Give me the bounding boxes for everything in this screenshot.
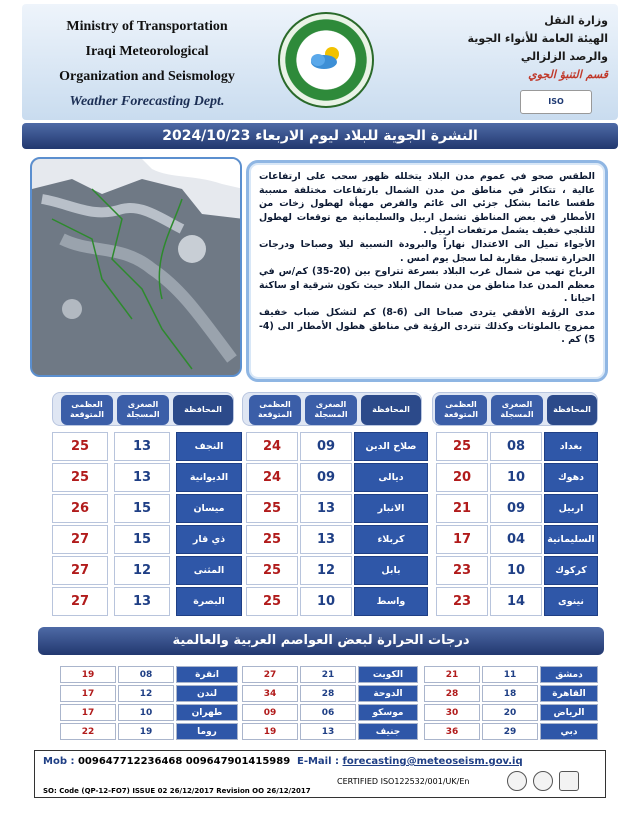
max-temp: 27 xyxy=(52,587,108,616)
capital-min-temp: 18 xyxy=(482,685,538,702)
min-temp: 08 xyxy=(490,432,542,461)
header-arabic xyxy=(428,12,608,84)
min-temp: 10 xyxy=(490,556,542,585)
capital-name: موسكو xyxy=(358,704,418,721)
header xyxy=(22,4,618,120)
city-name: واسط xyxy=(354,587,428,616)
mobile-label: Mob : xyxy=(43,756,75,767)
organization-name-en-1: Iraqi Meteorological xyxy=(85,44,209,59)
max-temp: 27 xyxy=(52,525,108,554)
min-temp: 10 xyxy=(490,463,542,492)
header-max-expected: العظمى المتوقعة xyxy=(61,395,113,425)
capital-min-temp: 12 xyxy=(118,685,174,702)
max-temp: 25 xyxy=(246,494,298,523)
forecast-paragraph-visibility: مدى الرؤية الأفقي يتردى صباحا الى (6-8) كم لتشكل ضباب خفيف ممزوج بالملوثات وكذلك تتردى الرؤية في مناطق هطول الأمطار الى (4-5) كم . xyxy=(259,306,595,346)
capital-max-temp: 30 xyxy=(424,704,480,721)
capital-name: الرياض xyxy=(540,704,598,721)
city-name: الانبار xyxy=(354,494,428,523)
capital-name: الكويت xyxy=(358,666,418,683)
forecast-paragraph-temperature: الأجواء تميل الى الاعتدال نهاراً والبرودة النسبية ليلا وصباحا ودرجات الحرارة تسجل مقاربة لما سجل يوم امس . xyxy=(259,238,595,264)
min-temp: 13 xyxy=(114,432,170,461)
capital-min-temp: 29 xyxy=(482,723,538,740)
min-temp: 15 xyxy=(114,525,170,554)
min-temp: 12 xyxy=(114,556,170,585)
capital-max-temp: 21 xyxy=(424,666,480,683)
capital-min-temp: 08 xyxy=(118,666,174,683)
max-temp: 23 xyxy=(436,587,488,616)
capital-min-temp: 20 xyxy=(482,704,538,721)
header-min-recorded: الصغرى المسجلة xyxy=(491,395,543,425)
header-group-3 xyxy=(52,392,234,426)
department-name-en: Weather Forecasting Dept. xyxy=(69,94,225,109)
footer xyxy=(34,750,606,798)
capital-max-temp: 19 xyxy=(242,723,298,740)
max-temp: 24 xyxy=(246,463,298,492)
email-label: E-Mail : xyxy=(297,756,340,767)
city-name: اربيل xyxy=(544,494,598,523)
capital-name: القاهرة xyxy=(540,685,598,702)
forecast-paragraph-wind: الرياح تهب من شمال غرب البلاد بسرعة تتراوح بين (20-35) كم/س في معظم المدن عدا مناطق من مدن شمال البلاد حيث تكون شرقية او ساكنة احيانا . xyxy=(259,266,595,305)
certification-logo xyxy=(507,771,527,791)
capital-name: انقرة xyxy=(176,666,238,683)
capital-min-temp: 06 xyxy=(300,704,356,721)
capital-max-temp: 09 xyxy=(242,704,298,721)
capital-max-temp: 17 xyxy=(60,685,116,702)
document-code: SO: Code (QP-12-FO7) ISSUE 02 26/12/2017 Revision OO 26/12/2017 xyxy=(43,787,311,795)
ministry-name-en: Ministry of Transportation xyxy=(66,19,228,34)
footer-logos xyxy=(507,771,597,793)
city-name: النجف xyxy=(176,432,242,461)
organization-logo xyxy=(278,12,374,108)
capital-name: الدوحة xyxy=(358,685,418,702)
city-name: السليمانية xyxy=(544,525,598,554)
city-name: كركوك xyxy=(544,556,598,585)
min-temp: 14 xyxy=(490,587,542,616)
min-temp: 10 xyxy=(300,587,352,616)
cloud-sun-icon xyxy=(308,44,346,72)
city-name: صلاح الدين xyxy=(354,432,428,461)
capital-name: جنيف xyxy=(358,723,418,740)
capital-max-temp: 19 xyxy=(60,666,116,683)
department-name-ar: قسم التنبؤ الجوي xyxy=(528,68,608,81)
max-temp: 25 xyxy=(52,432,108,461)
min-temp: 12 xyxy=(300,556,352,585)
forecast-paragraph-sky: الطقس صحو في عموم مدن البلاد يتخلله ظهور سحب على ارتفاعات عالية ، تتكاثر في مناطق من مدن الشمال بارتفاعات مختلفة مسببة طقسا غائما بشكل جزئي الى غائم والفرص مهيأة لهطول زخات من الأمطار في بعض المناطق تشمل اربيل والسليمانية مع توقعات لهطول للثلجي خفيف يشمل مرتفعات اربيل . xyxy=(259,171,595,237)
capital-min-temp: 11 xyxy=(482,666,538,683)
max-temp: 23 xyxy=(436,556,488,585)
min-temp: 13 xyxy=(114,587,170,616)
email-block xyxy=(297,756,523,767)
min-temp: 13 xyxy=(300,494,352,523)
ukas-logo xyxy=(533,771,553,791)
header-max-expected: العظمى المتوقعة xyxy=(435,395,487,425)
header-governorate: المحافظة xyxy=(173,395,233,425)
min-temp: 13 xyxy=(114,463,170,492)
city-name: المثنى xyxy=(176,556,242,585)
capital-min-temp: 28 xyxy=(300,685,356,702)
header-group-1 xyxy=(432,392,598,426)
bulletin-title: النشرة الجوية للبلاد ليوم الاربعاء 2024/10/23 xyxy=(22,123,618,149)
capital-max-temp: 17 xyxy=(60,704,116,721)
capital-max-temp: 36 xyxy=(424,723,480,740)
header-max-expected: العظمى المتوقعة xyxy=(249,395,301,425)
max-temp: 25 xyxy=(52,463,108,492)
header-min-recorded: الصغرى المسجلة xyxy=(117,395,169,425)
capital-max-temp: 28 xyxy=(424,685,480,702)
city-name: ديالى xyxy=(354,463,428,492)
forecast-text-panel xyxy=(246,160,608,382)
min-temp: 15 xyxy=(114,494,170,523)
city-name: ذي قار xyxy=(176,525,242,554)
capital-max-temp: 34 xyxy=(242,685,298,702)
max-temp: 27 xyxy=(52,556,108,585)
city-name: كربلاء xyxy=(354,525,428,554)
capitals-title: درجات الحرارة لبعض العواصم العربية والعالمية xyxy=(38,627,604,655)
capital-name: طهران xyxy=(176,704,238,721)
city-name: دهوك xyxy=(544,463,598,492)
capital-name: روما xyxy=(176,723,238,740)
city-name: البصرة xyxy=(176,587,242,616)
min-temp: 04 xyxy=(490,525,542,554)
capital-name: دبي xyxy=(540,723,598,740)
capital-max-temp: 22 xyxy=(60,723,116,740)
max-temp: 26 xyxy=(52,494,108,523)
iso-logo xyxy=(559,771,579,791)
capital-min-temp: 19 xyxy=(118,723,174,740)
capital-min-temp: 10 xyxy=(118,704,174,721)
max-temp: 20 xyxy=(436,463,488,492)
max-temp: 21 xyxy=(436,494,488,523)
header-min-recorded: الصغرى المسجلة xyxy=(305,395,357,425)
certification-text: CERTIFIED ISO122532/001/UK/En xyxy=(337,777,470,786)
header-group-2 xyxy=(242,392,422,426)
header-governorate: المحافظة xyxy=(361,395,421,425)
capital-max-temp: 27 xyxy=(242,666,298,683)
header-governorate: المحافظة xyxy=(547,395,597,425)
email-link[interactable]: forecasting@meteoseism.gov.iq xyxy=(342,756,523,767)
capital-name: دمشق xyxy=(540,666,598,683)
max-temp: 24 xyxy=(246,432,298,461)
max-temp: 25 xyxy=(246,556,298,585)
organization-name-ar-2: والرصد الزلزالي xyxy=(520,50,608,63)
mobile-numbers xyxy=(43,756,290,767)
min-temp: 13 xyxy=(300,525,352,554)
satellite-map xyxy=(30,157,242,377)
ministry-name-ar: وزارة النقل xyxy=(544,14,608,27)
iso-badge: ISO xyxy=(520,90,592,114)
max-temp: 25 xyxy=(246,587,298,616)
max-temp: 25 xyxy=(436,432,488,461)
satellite-map-image xyxy=(32,159,242,377)
mobile-value: 009647712236468 009647901415989 xyxy=(77,756,291,767)
min-temp: 09 xyxy=(300,432,352,461)
organization-name-en-2: Organization and Seismology xyxy=(59,69,235,84)
city-name: ميسان xyxy=(176,494,242,523)
capital-min-temp: 13 xyxy=(300,723,356,740)
min-temp: 09 xyxy=(300,463,352,492)
max-temp: 25 xyxy=(246,525,298,554)
city-name: الديوانية xyxy=(176,463,242,492)
min-temp: 09 xyxy=(490,494,542,523)
city-name: بابل xyxy=(354,556,428,585)
city-name: نينوى xyxy=(544,587,598,616)
organization-name-ar-1: الهيئة العامة للأنواء الجوية xyxy=(467,32,608,45)
header-english xyxy=(22,14,272,114)
max-temp: 17 xyxy=(436,525,488,554)
capital-name: لندن xyxy=(176,685,238,702)
capital-min-temp: 21 xyxy=(300,666,356,683)
city-name: بغداد xyxy=(544,432,598,461)
